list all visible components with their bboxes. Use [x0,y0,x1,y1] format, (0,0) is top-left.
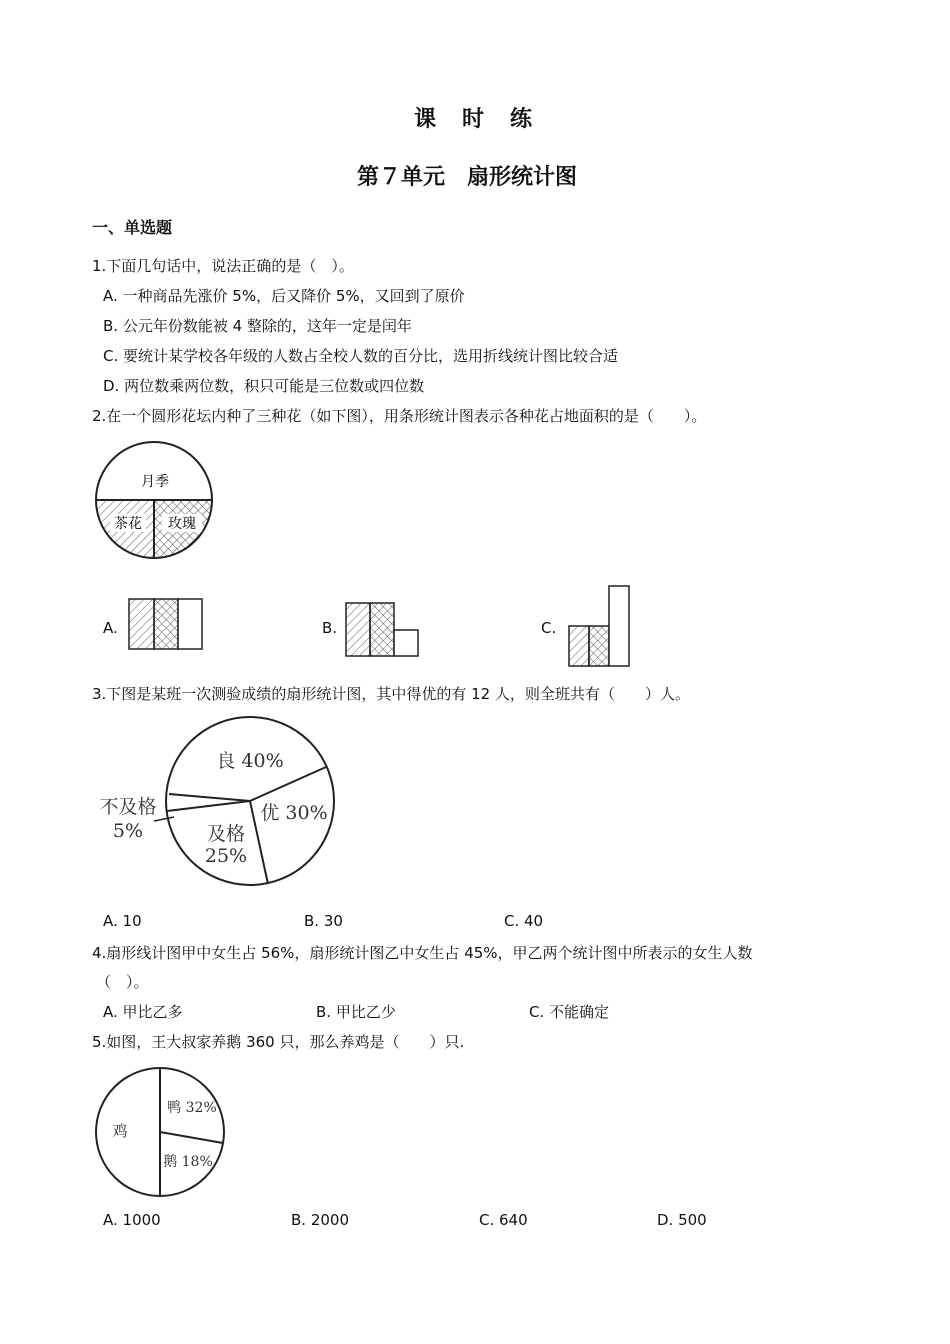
question-1-option-b[interactable]: B. 公元年份数能被 4 整除的，这年一定是闰年 [103,317,412,335]
question-1-option-c[interactable]: C. 要统计某学校各年级的人数占全校人数的百分比，选用折线统计图比较合适 [103,347,619,365]
label-ya: 鸭 32% [167,1100,217,1116]
question-5-option-c[interactable]: C. 640 [479,1211,528,1229]
bar-option-b[interactable] [345,602,421,658]
question-3-option-c[interactable]: C. 40 [504,912,544,930]
question-2-option-a[interactable]: A. [103,619,118,637]
label-you: 优 30% [260,802,328,824]
label-bujige: 不及格 [99,796,157,818]
question-5-option-a[interactable]: A. 1000 [103,1211,161,1229]
question-4-stem-line2: （ ）。 [96,973,149,991]
question-1-option-d[interactable]: D. 两位数乘两位数，积只可能是三位数或四位数 [103,377,425,395]
label-ji: 鸡 [112,1122,128,1140]
question-1-stem: 1.下面几句话中，说法正确的是（ ）。 [92,257,354,275]
question-5-option-d[interactable]: D. 500 [657,1211,707,1229]
question-5-option-b[interactable]: B. 2000 [291,1211,350,1229]
bar-option-c[interactable] [568,585,632,668]
label-bujige-pct: 5% [112,820,144,842]
question-3-option-a[interactable]: A. 10 [103,912,142,930]
label-liang: 良 40% [216,750,284,772]
question-2-option-c[interactable]: C. [541,619,557,637]
question-2-stem: 2.在一个圆形花坛内种了三种花（如下图），用条形统计图表示各种花占地面积的是（ ）。 [92,407,707,425]
label-jige-pct: 25% [204,845,248,867]
page-title: 课 时 练 [414,107,535,132]
question-3-option-b[interactable]: B. 30 [304,912,343,930]
flower-bed-figure [92,438,217,563]
question-4-option-b[interactable]: B. 甲比乙少 [316,1003,396,1021]
question-4-stem-line1: 4.扇形线计图甲中女生占 56%，扇形统计图乙中女生占 45%，甲乙两个统计图中所表示的女生人数 [92,944,753,962]
label-yueji: 月季 [141,474,169,490]
question-3-stem: 3.下图是某班一次测验成绩的扇形统计图，其中得优的有 12 人，则全班共有（ ）人。 [92,685,690,703]
question-4-option-a[interactable]: A. 甲比乙多 [103,1003,183,1021]
section-title: 一、单选题 [92,218,173,237]
poultry-pie-chart [92,1064,228,1200]
question-5-stem: 5.如图，王大叔家养鹅 360 只，那么养鸡是（ ）只. [92,1033,465,1051]
question-1-option-a[interactable]: A. 一种商品先涨价 5%，后又降价 5%，又回到了原价 [103,287,465,305]
label-e: 鹅 18% [163,1154,213,1170]
unit-subtitle: 第７单元 扇形统计图 [357,165,578,190]
label-jige: 及格 [206,823,246,845]
question-4-option-c[interactable]: C. 不能确定 [529,1003,610,1021]
question-2-option-b[interactable]: B. [322,619,338,637]
bar-option-a[interactable] [128,598,204,650]
label-chahua: 茶花 [114,516,142,532]
label-meigui: 玫瑰 [168,516,196,532]
grades-pie-chart [92,715,372,890]
